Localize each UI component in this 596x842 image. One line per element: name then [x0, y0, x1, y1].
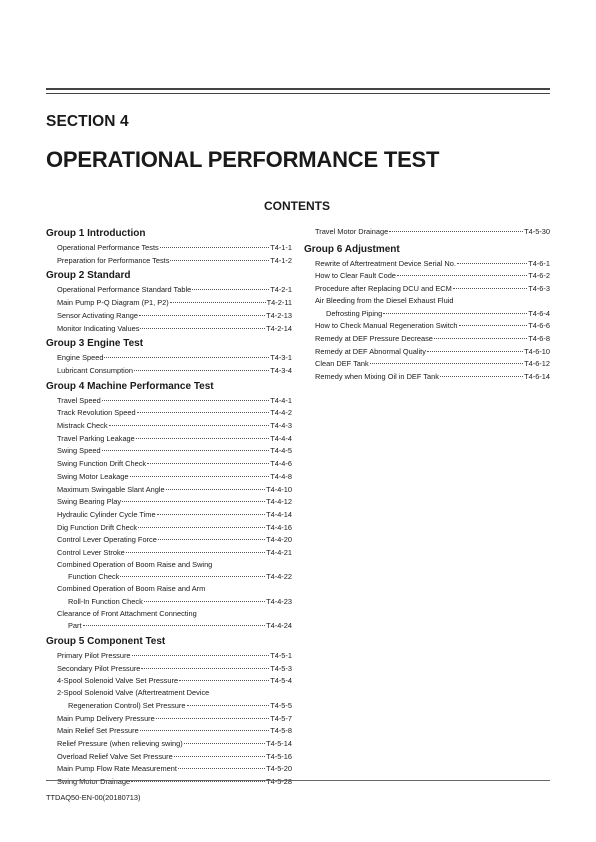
dot-leader: [170, 294, 266, 303]
toc-entry-label: Track Revolution Speed: [57, 408, 136, 418]
toc-entry[interactable]: [46, 619, 292, 632]
toc-entry-label: Lubricant Consumption: [57, 365, 134, 375]
dot-leader: [122, 493, 265, 502]
dot-leader: [158, 531, 265, 540]
dot-leader: [132, 647, 270, 656]
toc-entry-label-line1: 2-Spool Solenoid Valve (Aftertreatment Device: [57, 688, 210, 698]
dot-leader: [434, 330, 527, 339]
toc-entry-page: T4-3-4: [270, 365, 292, 375]
toc-group: [46, 337, 292, 376]
dot-leader: [83, 617, 266, 626]
toc-entry-label-line1: Combined Operation of Boom Raise and Swing: [57, 559, 213, 569]
contents-heading: CONTENTS: [264, 199, 330, 213]
toc-group: [46, 635, 292, 788]
toc-entry-label-line1: Clearance of Front Attachment Connecting: [57, 608, 197, 618]
dot-leader: [139, 307, 265, 316]
dot-leader: [138, 519, 265, 528]
toc-entry[interactable]: [304, 282, 550, 295]
toc-entry[interactable]: [46, 364, 292, 377]
toc-entry-label: Travel Motor Drainage: [315, 227, 389, 236]
toc-entry-label: Relief Pressure (when relieving swing): [57, 738, 183, 748]
toc-entry-page: T4-6-12: [524, 359, 550, 369]
toc-group: [304, 243, 550, 383]
toc-entry-page: T4-3-1: [270, 353, 292, 363]
toc-entry-page: T4-5-4: [270, 676, 292, 686]
toc-entry-page: T4-4-22: [266, 572, 292, 582]
toc-entry-label: Travel Parking Leakage: [57, 433, 135, 443]
dot-leader: [178, 760, 265, 769]
toc-entry-label: Main Relief Set Pressure: [57, 726, 139, 736]
toc-entry-label: Procedure after Replacing DCU and ECM: [315, 284, 452, 294]
dot-leader: [102, 442, 270, 451]
dot-leader: [109, 417, 270, 426]
toc-entry-page: T4-6-2: [528, 271, 550, 281]
toc-entry-page: T4-4-14: [266, 509, 292, 519]
footer-document-code: TTDAQ50-EN-00(20180713): [46, 793, 141, 802]
toc-entry[interactable]: [46, 570, 292, 583]
toc-group: [46, 227, 292, 266]
toc-left-column: [46, 227, 292, 791]
toc-entry-label: Roll-In Function Check: [68, 596, 143, 606]
toc-entry-label: Secondary Pilot Pressure: [57, 663, 141, 673]
toc-entry-label: Swing Speed: [57, 446, 101, 456]
toc-group: [46, 380, 292, 632]
toc-entry-page: T4-6-6: [528, 321, 550, 331]
toc-entry-label: Clean DEF Tank: [315, 359, 369, 369]
toc-entry-label: Monitor Indicating Values: [57, 323, 140, 333]
toc-entry-page: T4-2-11: [266, 298, 292, 308]
toc-entry-page: T4-4-2: [270, 408, 292, 418]
toc-entry-page: T4-5-30: [524, 227, 550, 236]
toc-group-title: Group 6 Adjustment: [304, 243, 400, 255]
toc-group-title: Group 3 Engine Test: [46, 338, 144, 350]
toc-entry[interactable]: [46, 322, 292, 335]
dot-leader: [440, 368, 523, 377]
toc-entry[interactable]: [46, 595, 292, 608]
toc-entry-page: T4-4-21: [266, 548, 292, 558]
toc-entry-page: T4-4-24: [266, 621, 292, 631]
toc-continued-entries: [304, 225, 550, 238]
toc-entry-label: How to Check Manual Regeneration Switch: [315, 321, 458, 331]
toc-entry-page: T4-4-23: [266, 596, 292, 606]
toc-entry-label-line1: Combined Operation of Boom Raise and Arm: [57, 584, 206, 594]
toc-entry-page: T4-6-4: [528, 308, 550, 318]
toc-group-title: Group 2 Standard: [46, 270, 131, 282]
toc-entry-label: Hydraulic Cylinder Cycle Time: [57, 509, 156, 519]
toc-entry-page: T4-4-20: [266, 535, 292, 545]
toc-entry[interactable]: [46, 254, 292, 267]
toc-right-column: [304, 225, 550, 386]
dot-leader: [120, 568, 265, 577]
toc-entry-page: T4-4-1: [270, 395, 292, 405]
toc-entry-label: Swing Bearing Play: [57, 497, 122, 507]
toc-entry-label: 4-Spool Solenoid Valve Set Pressure: [57, 676, 179, 686]
toc-entry-page: T4-5-8: [270, 726, 292, 736]
toc-entry-page: T4-5-16: [266, 751, 292, 761]
dot-leader: [102, 392, 270, 401]
toc-group-title: Group 1 Introduction: [46, 228, 146, 239]
toc-entry-label: Remedy at DEF Pressure Decrease: [315, 333, 433, 343]
toc-entry-page: T4-5-28: [266, 777, 292, 787]
toc-entry-label: Engine Speed: [57, 353, 104, 363]
toc-entry-label: Control Lever Operating Force: [57, 535, 157, 545]
toc-entry-label: Rewrite of Aftertreatment Device Serial No.: [315, 258, 456, 268]
dot-leader: [134, 362, 269, 371]
dot-leader: [389, 223, 523, 232]
toc-entry-label: Overload Relief Valve Set Pressure: [57, 751, 173, 761]
toc-entry-label: Operational Performance Tests: [57, 243, 159, 252]
toc-entry[interactable]: [304, 225, 550, 238]
toc-entry-page: T4-5-5: [270, 700, 292, 710]
toc-entry[interactable]: [46, 546, 292, 559]
dot-leader: [104, 349, 269, 358]
dot-leader: [179, 672, 269, 681]
toc-entry-page: T4-6-14: [524, 372, 550, 382]
toc-entry-page: T4-4-8: [270, 471, 292, 481]
toc-group-title: Group 5 Component Test: [46, 635, 166, 647]
dot-leader: [166, 481, 265, 490]
toc-entry-label: Swing Function Drift Check: [57, 459, 147, 469]
toc-entry-page: T4-4-6: [270, 459, 292, 469]
toc-entry-label: Dig Function Drift Check: [57, 522, 138, 532]
toc-entry-page: T4-1-2: [270, 255, 292, 265]
toc-entry-page: T4-6-1: [528, 258, 550, 268]
dot-leader: [174, 748, 265, 757]
toc-entry-label: Defrosting Piping: [326, 308, 383, 318]
toc-entry-label: Primary Pilot Pressure: [57, 650, 131, 660]
toc-entry-page: T4-4-12: [266, 497, 292, 507]
toc-entry-label: Main Pump P-Q Diagram (P1, P2): [57, 298, 169, 308]
dot-leader: [147, 455, 269, 464]
page-title: OPERATIONAL PERFORMANCE TEST: [46, 147, 440, 172]
toc-group: [46, 269, 292, 334]
toc-entry-label: Sensor Activating Range: [57, 310, 138, 320]
dot-leader: [157, 506, 266, 515]
dot-leader: [144, 593, 265, 602]
toc-entry-label: Operational Performance Standard Table: [57, 285, 192, 295]
dot-leader: [130, 468, 270, 477]
section-label: SECTION 4: [46, 113, 129, 130]
toc-entry-label: Remedy at DEF Abnormal Quality: [315, 346, 426, 356]
toc-entry-page: T4-4-3: [270, 421, 292, 431]
toc-entry-label: Part: [68, 621, 82, 631]
dot-leader: [192, 281, 269, 290]
toc-entry-page: T4-5-14: [266, 738, 292, 748]
toc-entry-page: T4-6-8: [528, 333, 550, 343]
dot-leader: [397, 267, 527, 276]
top-rule: [46, 88, 550, 94]
toc-entry[interactable]: [46, 674, 292, 687]
dot-leader: [160, 239, 269, 248]
dot-leader: [170, 252, 269, 261]
toc-group-title: Group 4 Machine Performance Test: [46, 380, 214, 392]
toc-entry-label: How to Clear Fault Code: [315, 271, 396, 281]
toc-entry-label: Maximum Swingable Slant Angle: [57, 484, 165, 494]
dot-leader: [141, 660, 269, 669]
bottom-rule: [46, 780, 550, 781]
dot-leader: [383, 305, 527, 314]
toc-entry[interactable]: [304, 370, 550, 383]
dot-leader: [136, 430, 269, 439]
toc-entry-label: Control Lever Stroke: [57, 548, 125, 558]
toc-entry-label: Remedy when Mixing Oil in DEF Tank: [315, 372, 439, 382]
toc-entry-label: Regeneration Control) Set Pressure: [68, 700, 186, 710]
dot-leader: [126, 544, 265, 553]
toc-entry-page: T4-4-4: [270, 433, 292, 443]
toc-entry-page: T4-4-5: [270, 446, 292, 456]
dot-leader: [137, 404, 270, 413]
toc-entry-page: T4-5-20: [266, 764, 292, 774]
toc-entry-label: Swing Motor Leakage: [57, 471, 129, 481]
dot-leader: [459, 317, 528, 326]
dot-leader: [156, 710, 269, 719]
dot-leader: [187, 697, 270, 706]
dot-leader: [140, 320, 265, 329]
toc-entry-label: Function Check: [68, 572, 120, 582]
toc-entry-page: T4-1-1: [270, 243, 292, 252]
toc-entry-page: T4-2-13: [266, 310, 292, 320]
toc-entry-page: T4-2-14: [266, 323, 292, 333]
toc-entry-label: Swing Motor Drainage: [57, 777, 131, 787]
toc-entry-label-line1: Air Bleeding from the Diesel Exhaust Fluid: [315, 295, 454, 305]
toc-entry-page: T4-5-3: [270, 663, 292, 673]
toc-entry-page: T4-4-16: [266, 522, 292, 532]
toc-entry-label: Main Pump Delivery Pressure: [57, 713, 155, 723]
toc-entry-page: T4-5-1: [270, 650, 292, 660]
toc-entry[interactable]: [46, 775, 292, 788]
toc-entry-label: Preparation for Performance Tests: [57, 255, 170, 265]
toc-entry-label: Mistrack Check: [57, 421, 108, 431]
dot-leader: [140, 722, 269, 731]
dot-leader: [184, 735, 265, 744]
toc-entry-label: Travel Speed: [57, 395, 101, 405]
dot-leader: [370, 355, 523, 364]
dot-leader: [457, 255, 527, 264]
toc-entry-page: T4-6-3: [528, 284, 550, 294]
dot-leader: [427, 343, 523, 352]
toc-entry-page: T4-4-10: [266, 484, 292, 494]
toc-entry-page: T4-2-1: [270, 285, 292, 295]
toc-entry-page: T4-5-7: [270, 713, 292, 723]
dot-leader: [453, 280, 527, 289]
toc-entry-label: Main Pump Flow Rate Measurement: [57, 764, 177, 774]
toc-entry-page: T4-6-10: [524, 346, 550, 356]
